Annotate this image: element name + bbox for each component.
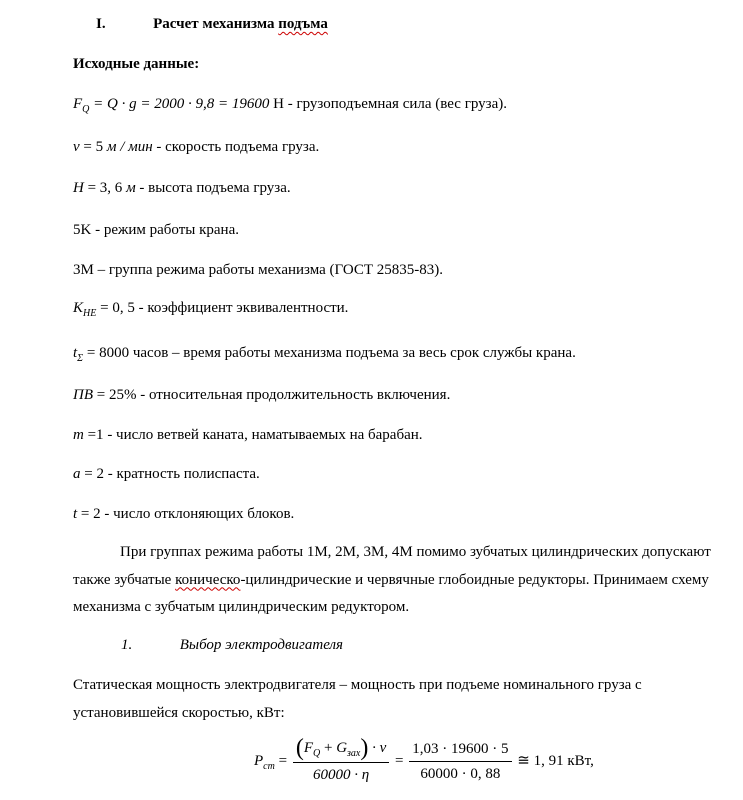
heading-text: Расчет механизма bbox=[153, 16, 279, 32]
param-pulley-ratio: a = 2 - кратность полиспаста. bbox=[73, 466, 260, 482]
param-lift-speed: v = 5 м / мин - скорость подъема груза. bbox=[73, 139, 320, 155]
paragraph-misspelled-word: коническо bbox=[175, 571, 241, 588]
param-equivalence-coef: $K_{HE} = 0$, 5 - коэффициент эквивалентности. bbox=[73, 300, 349, 319]
param-deflecting-blocks: t = 2 - число отклоняющих блоков. bbox=[73, 506, 295, 522]
subsection-number: 1. bbox=[121, 637, 133, 653]
reducer-paragraph: При группах режима работы 1М, 2М, 3М, 4М помимо зубчатых цилиндрических допускают также зубчатые коническо-цилиндрические и червячные глобоидные редукторы. Принимаем схему механизма с зубчатым цилиндрическим редуктором. bbox=[73, 544, 711, 615]
static-power-text: Статическая мощность электродвигателя – мощность при подъеме номинального груза с установившейся скоростью, кВт: bbox=[73, 677, 642, 721]
subsection-heading bbox=[121, 635, 343, 655]
param-rope-branches: m =1 - число ветвей каната, наматываемых на барабан. bbox=[73, 427, 423, 443]
formula-fraction-symbolic: $\frac{(F_Q + G_{зах}) \cdot v}{60000 \cdot \eta}$ bbox=[293, 738, 389, 785]
static-power-formula: $P_{ст}$ = $\frac{(F_Q + G_{зах}) \cdot v}{60000 \cdot \eta}$ = $\frac{1,03 \cdot 19600 \cdot 5}{60000 \cdot 0, 88}$ ≅ 1, 91 кВт, bbox=[254, 735, 594, 783]
param-load-force: $F_Q = Q \cdot g = 2000 \cdot 9,8 = 19600$ Н - грузоподъемная сила (вес груза). bbox=[73, 96, 507, 115]
heading-misspelled-word: подъма bbox=[278, 16, 328, 32]
section-heading bbox=[96, 14, 328, 34]
formula-fraction-numeric: $\frac{1,03 \cdot 19600 \cdot 5}{60000 \cdot 0, 88}$ bbox=[409, 739, 511, 784]
param-operating-time: $t_\Sigma = 8000$ часов – время работы механизма подъема за весь срок службы крана. bbox=[73, 345, 576, 364]
param-crane-mode: 5K - режим работы крана. bbox=[73, 222, 239, 238]
initial-data-title: Исходные данные: bbox=[73, 56, 200, 72]
heading-number: I. bbox=[96, 16, 106, 32]
param-mechanism-group: 3М – группа режима работы механизма (ГОСТ 25835-83). bbox=[73, 262, 444, 278]
subsection-title: Выбор электродвигателя bbox=[179, 637, 344, 653]
param-duty-cycle: ПВ = 25% - относительная продолжительность включения. bbox=[73, 387, 451, 403]
param-lift-height: H = 3, 6 м - высота подъема груза. bbox=[73, 180, 291, 196]
